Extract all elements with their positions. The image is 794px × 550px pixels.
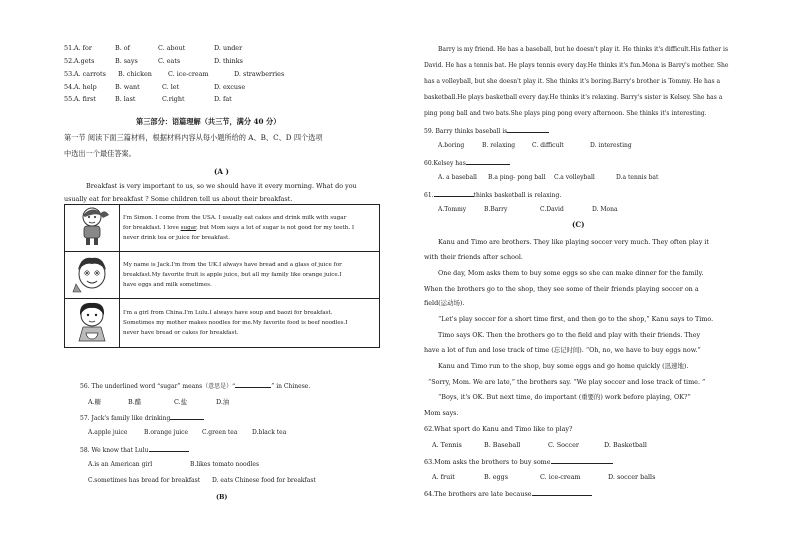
jack-line1: My name is Jack.I'm from the UK.I always have bread and a glass of juice for — [123, 262, 342, 268]
passage-c-line: with their friends after school. — [424, 253, 523, 261]
q57-stem: 57. Jack's family like drinking — [80, 415, 171, 422]
q52-opt-c: C. eats — [158, 57, 181, 65]
simon-line3: never drink tea or juice for breakfast. — [123, 235, 230, 241]
q54-opt-c: C. let — [162, 83, 180, 91]
q55-opt-a: A. first — [74, 95, 96, 103]
q62-opt-b: B. Baseball — [484, 441, 521, 449]
table-row — [65, 252, 380, 299]
q61-num: 61. — [424, 192, 434, 199]
passage-c-line: field(运动场). — [424, 299, 465, 307]
q63-blank — [551, 457, 613, 464]
q59-opt-a: A.boring — [438, 142, 465, 149]
passage-b-line1: Barry is my friend. He has a baseball, but he doesn't play it. He thinks it's difficult.His father is — [438, 46, 729, 53]
q51-opt-d: D. under — [214, 44, 243, 52]
q61-opt-d: D. Mona — [592, 206, 618, 213]
table-row — [65, 205, 380, 252]
q58-question — [80, 445, 189, 455]
underlined-word-sugar: sugar — [180, 225, 197, 231]
q57-opt-a: A.apple juice — [88, 429, 128, 436]
lulu-text — [120, 299, 380, 348]
simon-line2-pre: for breakfast. I love — [123, 225, 181, 231]
q52-opt-d: D. thinks — [214, 57, 243, 65]
passage-c-line: “Let's play soccer for a short time first, and then go to the shop,” Kanu says to Timo. — [438, 315, 714, 323]
passage-b-line4: basketball.He plays basketball every day.He thinks it's relaxing. Barry's sister is Kelsey. She has a — [424, 94, 723, 101]
q56-question — [80, 381, 310, 391]
q61-question — [424, 190, 561, 200]
q62-question: 62.What sport do Kanu and Timo like to play? — [424, 425, 573, 433]
simon-picture — [65, 205, 120, 252]
q63-opt-c: C. ice-cream — [540, 473, 581, 481]
q53-opt-c: C. ice-cream — [168, 70, 209, 78]
q58-blank — [149, 445, 189, 452]
passage-b-line5: ping pong ball and two bats.She plays ping pong every afternoon. She thinks it's interesting. — [424, 110, 707, 117]
q58-stem: 58. We know that Lulu — [80, 447, 149, 454]
q56-stem: 56. The underlined word “sugar” means（意思是）“ — [80, 383, 236, 390]
q54-opt-d: D. excuse — [214, 83, 246, 91]
q57-question — [80, 413, 204, 423]
jack-line2: breakfast.My favorite fruit is apple juice, but all my family like orange juice.I — [123, 272, 342, 278]
table-row — [65, 299, 380, 348]
breakfast-table — [64, 204, 380, 348]
q59-stem: 59. Barry thinks baseball is — [424, 128, 508, 135]
lulu-line2: Sometimes my mother makes noodles for me.My favorite food is beef noodles.I — [123, 320, 348, 326]
q60-blank — [466, 158, 510, 165]
q61-opt-c: C.David — [540, 206, 564, 213]
q53-opt-b: B. chicken — [118, 70, 152, 78]
lulu-picture — [65, 299, 120, 348]
q63-question — [424, 457, 613, 466]
simon-line1: I'm Simon. I come from the USA. I usually eat cakes and drink milk with sugar — [123, 215, 347, 221]
q53-num: 53. — [64, 70, 75, 78]
girl-with-ponytail-icon — [69, 205, 115, 247]
q62-opt-a: A. Tennis — [432, 441, 462, 449]
q64-question — [424, 489, 592, 498]
q51-num: 51. — [64, 44, 75, 52]
q62-opt-d: D. Basketball — [604, 441, 647, 449]
boy-face-icon — [69, 252, 115, 294]
q54-opt-b: B. want — [115, 83, 140, 91]
section1-instruction-line2: 中选出一个最佳答案。 — [64, 149, 136, 158]
q56-opt-d: D.油 — [216, 398, 230, 406]
simon-text — [120, 205, 380, 252]
q60-opt-b: B.a ping- pong ball — [488, 174, 546, 181]
lulu-line3: never have bread or cakes for breakfast. — [123, 330, 239, 336]
passage-c-line: “Boys, it's OK. But next time, do important (重要的) work before playing, OK?” — [438, 393, 691, 401]
q54-opt-a: A. help — [74, 83, 97, 91]
q61-opt-a: A.Tommy — [438, 206, 467, 213]
q55-opt-b: B. last — [115, 95, 136, 103]
passage-c-line: One day, Mom asks them to buy some eggs so she can make dinner for the family. — [438, 269, 704, 277]
jack-text — [120, 252, 380, 299]
q55-opt-d: D. fat — [214, 95, 232, 103]
q61-tail: thinks basketball is relaxing. — [473, 192, 562, 199]
q62-opt-c: C. Soccer — [548, 441, 579, 449]
q57-opt-b: B.orange juice — [144, 429, 189, 436]
passage-a-intro-line2: usually eat for breakfast ? Some children tell us about their breakfast. — [64, 195, 293, 203]
passage-b-line3: has a volleyball, but she doesn't play it. She thinks it's boring.Barry's brother is Tommy. He has a — [424, 78, 721, 85]
q55-num: 55. — [64, 95, 75, 103]
passage-c-line: have a lot of fun and lose track of time (忘记时间). “Oh, no, we have to buy eggs now.” — [424, 346, 701, 354]
q60-stem: 60.Kelsey has — [424, 160, 466, 167]
jack-picture — [65, 252, 120, 299]
simon-line2-post: , but Mom says a lot of sugar is not good for my teeth. I — [196, 225, 355, 231]
q52-opt-b: B. says — [115, 57, 138, 65]
q59-opt-b: B. relaxing — [482, 142, 516, 149]
q53-opt-a: A. carrots — [74, 70, 106, 78]
q64-blank — [532, 489, 592, 496]
q57-opt-d: D.black tea — [252, 429, 287, 436]
simon-line2 — [123, 223, 376, 233]
part3-title: 第三部分：语篇理解（共三节，满分 40 分） — [136, 117, 281, 126]
passage-c-line: Kanu and Timo are brothers. They like playing soccer very much. They often play it — [438, 238, 709, 246]
q63-opt-b: B. eggs — [484, 473, 509, 481]
q57-opt-c: C.green tea — [202, 429, 238, 436]
q51-opt-a: A. for — [74, 44, 92, 52]
q56-blank — [235, 381, 271, 388]
q59-question — [424, 126, 549, 136]
passage-b-label: (B) — [216, 493, 228, 501]
passage-c-label: (C) — [572, 220, 585, 229]
q59-opt-c: C. difficult — [532, 142, 564, 149]
q55-opt-c: C.right — [162, 95, 185, 103]
q54-num: 54. — [64, 83, 75, 91]
q59-blank — [507, 126, 549, 133]
lulu-line1: I'm a girl from China.I'm Lulu.I always have soup and baozi for breakfast. — [123, 310, 333, 316]
q56-opt-b: B.醋 — [128, 398, 142, 406]
q53-opt-d: D. strawberries — [234, 70, 285, 78]
jack-line3: have eggs and milk sometimes. — [123, 282, 212, 288]
q58-opt-b: B.likes tomato noodles — [190, 461, 260, 468]
q52-opt-a: A.gets — [74, 57, 95, 65]
q56-opt-c: C.盐 — [174, 398, 188, 406]
q63-opt-d: D. soccer balls — [608, 473, 656, 481]
q58-opt-a: A.is an American girl — [88, 461, 153, 468]
q60-opt-c: C.a volleyball — [554, 174, 595, 181]
section1-instruction-line1: 第一节 阅读下面三篇材料，根据材料内容从每小题所给的 A、B、C、D 四个选项 — [64, 133, 323, 142]
q61-opt-b: B.Barry — [484, 206, 508, 213]
q58-opt-c: C.sometimes has bread for breakfast — [88, 477, 201, 484]
passage-b-line2: David. He has a tennis bat. He plays tennis every day.He thinks it's fun.Mona is Barry's mother. She — [424, 62, 729, 69]
passage-c-line: Mom says. — [424, 409, 459, 417]
passage-c-line: When the brothers go to the shop, they see some of their friends playing soccer on a — [424, 285, 699, 293]
passage-c-line: “Sorry, Mom. We are late,” the brothers say. “We play soccer and lose track of time. ” — [428, 378, 706, 386]
q64-stem: 64.The brothers are late because — [424, 490, 532, 498]
girl-with-bowl-icon — [69, 299, 115, 343]
q56-tail: ” in Chinese. — [271, 383, 311, 390]
q63-opt-a: A. fruit — [432, 473, 455, 481]
q63-stem: 63.Mom asks the brothers to buy some — [424, 458, 551, 466]
passage-a-label: (A ) — [214, 167, 229, 176]
q56-opt-a: A.糖 — [88, 398, 102, 406]
q61-blank — [434, 190, 474, 197]
passage-c-line: Kanu and Timo run to the shop, buy some eggs and go home quickly (迅速地). — [438, 362, 689, 370]
q52-num: 52. — [64, 57, 75, 65]
passage-a-intro-line1: Breakfast is very important to us, so we should have it every morning. What do you — [86, 182, 357, 190]
q51-opt-c: C. about — [158, 44, 186, 52]
q60-opt-d: D.a tennis bat — [616, 174, 659, 181]
q60-opt-a: A. a baseball — [438, 174, 477, 181]
q57-blank — [170, 413, 204, 420]
q51-opt-b: B. of — [115, 44, 130, 52]
passage-c-line: Timo says OK. Then the brothers go to the field and play with their friends. They — [438, 331, 701, 339]
q60-question — [424, 158, 510, 168]
q59-opt-d: D. interesting — [590, 142, 632, 149]
q58-opt-d: D. eats Chinese food for breakfast — [212, 477, 316, 484]
